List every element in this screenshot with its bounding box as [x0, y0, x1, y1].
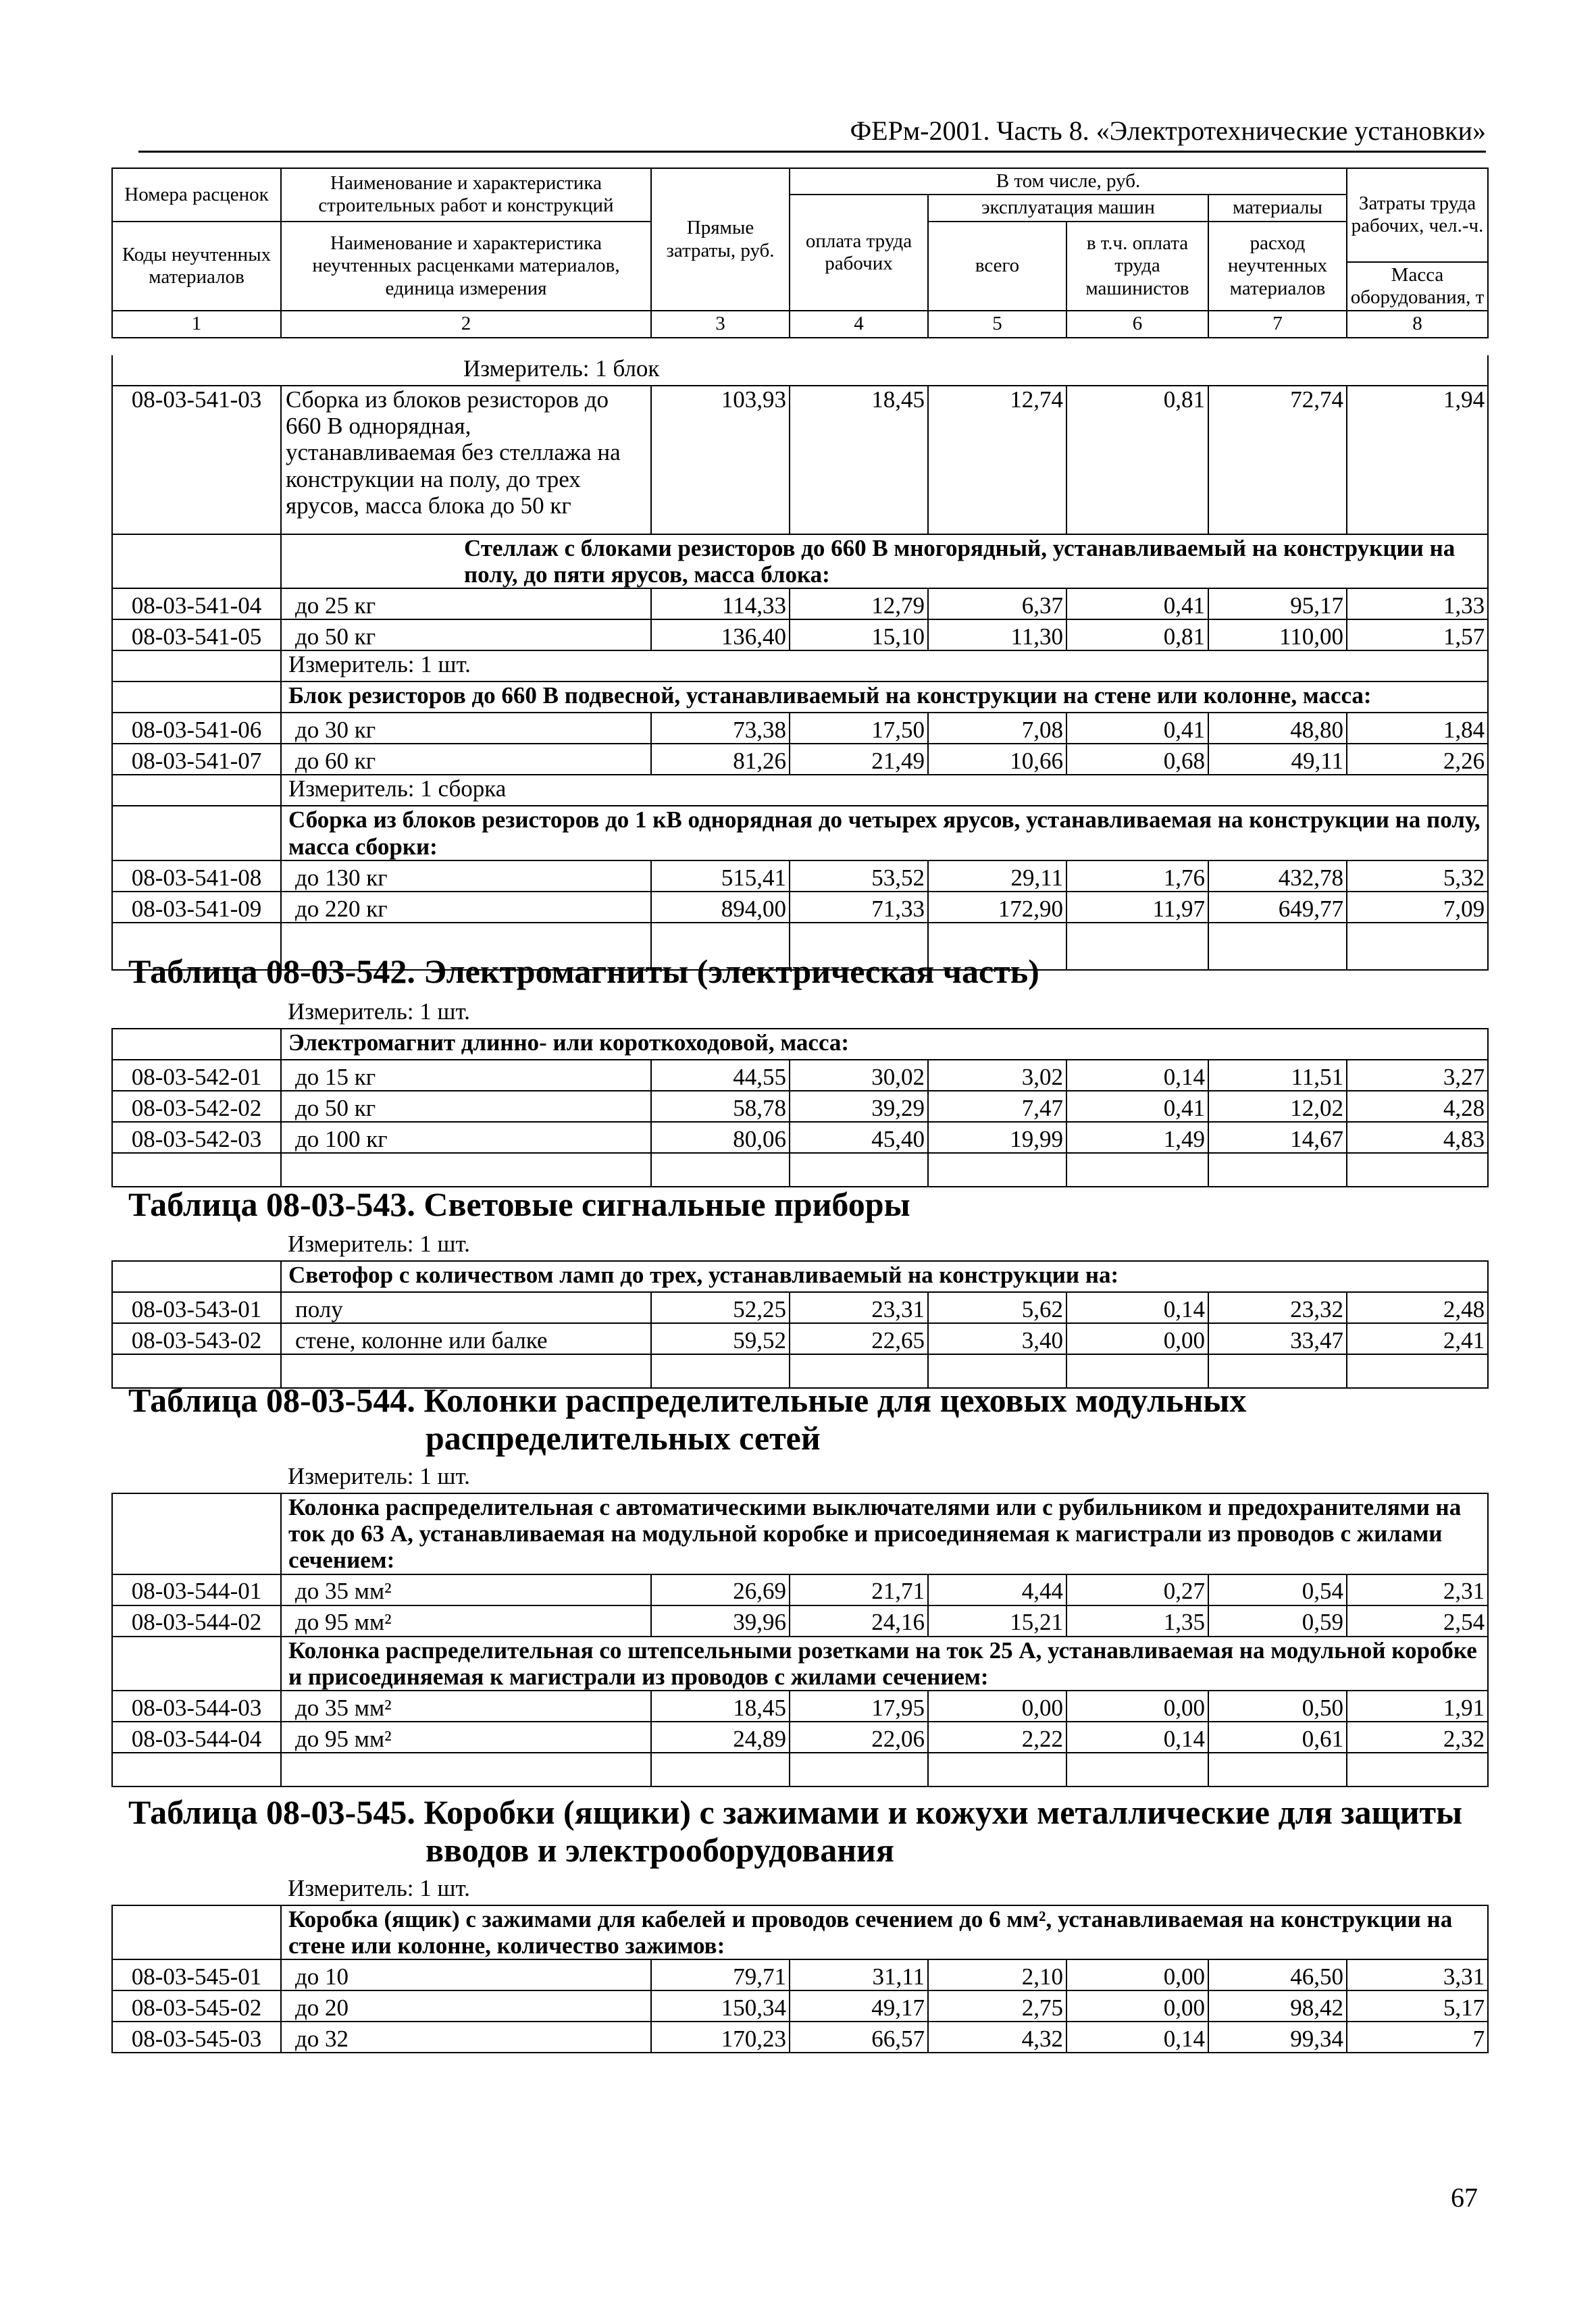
group-heading: Электромагнит длинно- или короткоходовой, масса:	[281, 1029, 1488, 1060]
group-heading: Коробка (ящик) с зажимами для кабелей и проводов сечением до 6 мм², устанавливаемая на конструкции на стене или колонне, количество зажимов:	[281, 1905, 1488, 1959]
cell-value: 23,32	[1208, 1292, 1347, 1323]
cell-value: 0,59	[1208, 1605, 1347, 1637]
rate-name: до 50 кг	[281, 619, 651, 650]
col-number: 3	[651, 311, 790, 337]
cell-value: 48,80	[1208, 713, 1347, 744]
rate-code: 08-03-544-01	[112, 1574, 281, 1605]
cell-value: 59,52	[651, 1323, 790, 1354]
page-number: 67	[1451, 2182, 1478, 2213]
cell-value: 150,34	[651, 1990, 790, 2022]
table-542-title: Таблица 08-03-542. Электромагниты (электрическая часть)	[128, 952, 1039, 990]
cell-value: 49,17	[790, 1990, 928, 2022]
rate-code: 08-03-544-03	[112, 1691, 281, 1722]
cell-value: 17,95	[790, 1691, 928, 1722]
cell-value: 1,91	[1347, 1691, 1488, 1722]
group-heading: Колонка распределительная с автоматическими выключателями или с рубильником и предохранителями на ток до 63 А, устанавливаемая на модульной коробке и присоединяемая к магистрали из проводов с жилами сечением:	[281, 1493, 1488, 1574]
rate-name: до 220 кг	[281, 892, 651, 923]
cell-value: 894,00	[651, 892, 790, 923]
cell-value: 1,76	[1066, 860, 1208, 892]
rate-name: до 35 мм²	[281, 1691, 651, 1722]
unit-label: Измеритель: 1 блок	[281, 355, 1488, 386]
materials-header: материалы	[1208, 195, 1347, 221]
cell-value: 2,48	[1347, 1292, 1488, 1323]
cell-value: 1,84	[1347, 713, 1488, 744]
cell-value: 19,99	[928, 1122, 1066, 1153]
cell-value: 0,61	[1208, 1722, 1347, 1753]
cell-value: 99,34	[1208, 2022, 1347, 2053]
table-544	[111, 1463, 1489, 1787]
cell-value: 3,31	[1347, 1959, 1488, 1990]
rate-name: до 10	[281, 1959, 651, 1990]
col8-top-header: Затраты труда рабочих, чел.-ч.	[1347, 168, 1488, 262]
cell-value: 0,14	[1066, 1292, 1208, 1323]
cell-value: 26,69	[651, 1574, 790, 1605]
cell-value: 0,27	[1066, 1574, 1208, 1605]
cell-value: 24,89	[651, 1722, 790, 1753]
table-543-title: Таблица 08-03-543. Световые сигнальные приборы	[128, 1185, 910, 1223]
cell-value: 31,11	[790, 1959, 928, 1990]
rate-code: 08-03-545-03	[112, 2022, 281, 2053]
cell-value: 45,40	[790, 1122, 928, 1153]
col2-bottom-header: Наименование и характеристика неучтенных расценками материалов, единица измерения	[281, 222, 651, 311]
cell-value: 0,50	[1208, 1691, 1347, 1722]
cell-value: 0,41	[1066, 1091, 1208, 1122]
cell-value: 21,49	[790, 744, 928, 775]
rate-name: полу	[281, 1292, 651, 1323]
col-number: 8	[1347, 311, 1488, 337]
table-543	[111, 1231, 1489, 1389]
rate-code: 08-03-543-02	[112, 1323, 281, 1354]
cell-value: 72,74	[1208, 386, 1347, 534]
cell-value: 0,14	[1066, 2022, 1208, 2053]
cell-value: 53,52	[790, 860, 928, 892]
cell-value: 30,02	[790, 1060, 928, 1091]
rate-name: до 100 кг	[281, 1122, 651, 1153]
cell-value: 12,74	[928, 386, 1066, 534]
group-heading: Светофор с количеством ламп до трех, устанавливаемый на конструкции на:	[281, 1261, 1488, 1292]
group-heading: Стеллаж с блоками резисторов до 660 В многорядный, устанавливаемый на конструкции на полу, до пяти ярусов, масса блока:	[281, 534, 1488, 588]
rate-code: 08-03-543-01	[112, 1292, 281, 1323]
col1-top-header: Номера расценок	[112, 168, 281, 222]
cell-value: 33,47	[1208, 1323, 1347, 1354]
cell-value: 98,42	[1208, 1990, 1347, 2022]
rate-code: 08-03-544-04	[112, 1722, 281, 1753]
cell-value: 15,10	[790, 619, 928, 650]
col5-header: всего	[928, 222, 1066, 311]
rate-name: до 60 кг	[281, 744, 651, 775]
cell-value: 114,33	[651, 588, 790, 619]
cell-value: 17,50	[790, 713, 928, 744]
cell-value: 5,17	[1347, 1990, 1488, 2022]
rate-code: 08-03-541-03	[112, 386, 281, 534]
cell-value: 3,40	[928, 1323, 1066, 1354]
cell-value: 4,44	[928, 1574, 1066, 1605]
cell-value: 1,94	[1347, 386, 1488, 534]
cell-value: 12,02	[1208, 1091, 1347, 1122]
cell-value: 29,11	[928, 860, 1066, 892]
cell-value: 0,00	[928, 1691, 1066, 1722]
cell-value: 4,28	[1347, 1091, 1488, 1122]
rate-name: до 35 мм²	[281, 1574, 651, 1605]
col-number: 2	[281, 311, 651, 337]
cell-value: 6,37	[928, 588, 1066, 619]
table-542	[111, 998, 1489, 1187]
cell-value: 0,81	[1066, 386, 1208, 534]
cell-value: 0,00	[1066, 1959, 1208, 1990]
table-545-title-line1: Таблица 08-03-545. Коробки (ящики) с зажимами и кожухи металлические для защиты	[128, 1793, 1463, 1831]
cell-value: 44,55	[651, 1060, 790, 1091]
col3-header: Прямые затраты, руб.	[651, 168, 790, 311]
col-number: 7	[1208, 311, 1347, 337]
cell-value: 2,31	[1347, 1574, 1488, 1605]
rate-name: Сборка из блоков резисторов до 660 В однорядная, устанавливаемая без стеллажа на конструкции на полу, до трех ярусов, масса блока до 50 кг	[281, 386, 651, 534]
cell-value: 23,31	[790, 1292, 928, 1323]
table-545	[111, 1875, 1489, 2053]
rate-code: 08-03-542-02	[112, 1091, 281, 1122]
cell-value: 0,00	[1066, 1990, 1208, 2022]
cell-value: 81,26	[651, 744, 790, 775]
table-545-title	[111, 1793, 1504, 1869]
column-header-table	[111, 168, 1489, 338]
table-541	[111, 355, 1489, 971]
cell-value: 0,81	[1066, 619, 1208, 650]
unit-label: Измеритель: 1 шт.	[288, 998, 470, 1025]
table-544-title-line1: Таблица 08-03-544. Колонки распределительные для цеховых модульных	[128, 1381, 1247, 1419]
cell-value: 4,83	[1347, 1122, 1488, 1153]
col7-header: расход неучтенных материалов	[1208, 222, 1347, 311]
cell-value: 39,29	[790, 1091, 928, 1122]
cell-value: 1,35	[1066, 1605, 1208, 1637]
rate-code: 08-03-542-01	[112, 1060, 281, 1091]
cell-value: 46,50	[1208, 1959, 1347, 1990]
cell-value: 3,27	[1347, 1060, 1488, 1091]
rate-name: до 32	[281, 2022, 651, 2053]
exploit-header: эксплуатация машин	[928, 195, 1208, 221]
cell-value: 5,32	[1347, 860, 1488, 892]
unit-label: Измеритель: 1 шт.	[288, 1463, 470, 1489]
cell-value: 52,25	[651, 1292, 790, 1323]
col-number: 6	[1066, 311, 1208, 337]
cell-value: 71,33	[790, 892, 928, 923]
cell-value: 0,00	[1066, 1691, 1208, 1722]
group-heading: Блок резисторов до 660 В подвесной, устанавливаемый на конструкции на стене или колонне, масса:	[281, 682, 1488, 713]
cell-value: 2,26	[1347, 744, 1488, 775]
col6-header: в т.ч. оплата труда машинистов	[1066, 222, 1208, 311]
rate-name: до 50 кг	[281, 1091, 651, 1122]
rate-name: стене, колонне или балке	[281, 1323, 651, 1354]
cell-value: 2,41	[1347, 1323, 1488, 1354]
cell-value: 0,68	[1066, 744, 1208, 775]
unit-label: Измеритель: 1 шт.	[288, 1875, 470, 1901]
rate-code: 08-03-544-02	[112, 1605, 281, 1637]
rate-name: до 95 мм²	[281, 1605, 651, 1637]
cell-value: 73,38	[651, 713, 790, 744]
rate-code: 08-03-541-04	[112, 588, 281, 619]
rate-code: 08-03-542-03	[112, 1122, 281, 1153]
table-545-title-line2: вводов и электрооборудования	[426, 1831, 894, 1869]
cell-value: 7	[1347, 2022, 1488, 2053]
unit-label: Измеритель: 1 шт.	[288, 1231, 470, 1257]
col-number: 4	[790, 311, 928, 337]
cell-value: 18,45	[651, 1691, 790, 1722]
cell-value: 11,51	[1208, 1060, 1347, 1091]
cell-value: 2,22	[928, 1722, 1066, 1753]
cell-value: 7,09	[1347, 892, 1488, 923]
col4-header: оплата труда рабочих	[790, 195, 928, 311]
cell-value: 1,49	[1066, 1122, 1208, 1153]
rate-code: 08-03-541-05	[112, 619, 281, 650]
cell-value: 0,14	[1066, 1722, 1208, 1753]
cell-value: 5,62	[928, 1292, 1066, 1323]
cell-value: 1,33	[1347, 588, 1488, 619]
cell-value: 2,75	[928, 1990, 1066, 2022]
cell-value: 103,93	[651, 386, 790, 534]
rate-name: до 30 кг	[281, 713, 651, 744]
cell-value: 1,57	[1347, 619, 1488, 650]
cell-value: 649,77	[1208, 892, 1347, 923]
cell-value: 80,06	[651, 1122, 790, 1153]
cell-value: 10,66	[928, 744, 1066, 775]
rate-name: до 15 кг	[281, 1060, 651, 1091]
cell-value: 0,00	[1066, 1323, 1208, 1354]
rate-code: 08-03-545-02	[112, 1990, 281, 2022]
cell-value: 110,00	[1208, 619, 1347, 650]
running-header: ФЕРм-2001. Часть 8. «Электротехнические установки»	[138, 115, 1486, 153]
cell-value: 7,08	[928, 713, 1066, 744]
cell-value: 0,41	[1066, 713, 1208, 744]
unit-label: Измеритель: 1 шт.	[281, 650, 1488, 682]
rate-name: до 25 кг	[281, 588, 651, 619]
cell-value: 58,78	[651, 1091, 790, 1122]
cell-value: 136,40	[651, 619, 790, 650]
cell-value: 14,67	[1208, 1122, 1347, 1153]
cell-value: 2,10	[928, 1959, 1066, 1990]
group-heading: Сборка из блоков резисторов до 1 кВ однорядная до четырех ярусов, устанавливаемая на конструкции на полу, масса сборки:	[281, 806, 1488, 860]
cell-value: 11,30	[928, 619, 1066, 650]
group-heading: Колонка распределительная со штепсельными розетками на ток 25 А, устанавливаемая на модульной коробке и присоединяемая к магистрали из проводов с жилами сечением:	[281, 1637, 1488, 1691]
group-header: В том числе, руб.	[790, 168, 1347, 195]
table-544-title-line2: распределительных сетей	[426, 1419, 821, 1457]
cell-value: 15,21	[928, 1605, 1066, 1637]
cell-value: 39,96	[651, 1605, 790, 1637]
cell-value: 0,14	[1066, 1060, 1208, 1091]
cell-value: 11,97	[1066, 892, 1208, 923]
col8-bottom-header: Масса оборудования, т	[1347, 262, 1488, 311]
cell-value: 49,11	[1208, 744, 1347, 775]
rate-code: 08-03-541-07	[112, 744, 281, 775]
rate-code: 08-03-541-06	[112, 713, 281, 744]
cell-value: 4,32	[928, 2022, 1066, 2053]
col1-bottom-header: Коды неучтенных материалов	[112, 222, 281, 311]
unit-label: Измеритель: 1 сборка	[281, 775, 1488, 806]
cell-value: 18,45	[790, 386, 928, 534]
cell-value: 12,79	[790, 588, 928, 619]
col-number: 1	[112, 311, 281, 337]
rate-name: до 130 кг	[281, 860, 651, 892]
rate-code: 08-03-541-09	[112, 892, 281, 923]
rate-code: 08-03-541-08	[112, 860, 281, 892]
cell-value: 3,02	[928, 1060, 1066, 1091]
cell-value: 0,54	[1208, 1574, 1347, 1605]
col-number: 5	[928, 311, 1066, 337]
cell-value: 172,90	[928, 892, 1066, 923]
rate-name: до 95 мм²	[281, 1722, 651, 1753]
rate-code: 08-03-545-01	[112, 1959, 281, 1990]
cell-value: 24,16	[790, 1605, 928, 1637]
cell-value: 21,71	[790, 1574, 928, 1605]
cell-value: 2,54	[1347, 1605, 1488, 1637]
rate-name: до 20	[281, 1990, 651, 2022]
cell-value: 22,65	[790, 1323, 928, 1354]
cell-value: 7,47	[928, 1091, 1066, 1122]
table-544-title	[111, 1381, 1504, 1457]
cell-value: 432,78	[1208, 860, 1347, 892]
cell-value: 0,41	[1066, 588, 1208, 619]
cell-value: 95,17	[1208, 588, 1347, 619]
cell-value: 2,32	[1347, 1722, 1488, 1753]
cell-value: 66,57	[790, 2022, 928, 2053]
cell-value: 170,23	[651, 2022, 790, 2053]
cell-value: 22,06	[790, 1722, 928, 1753]
cell-value: 79,71	[651, 1959, 790, 1990]
cell-value: 515,41	[651, 860, 790, 892]
col2-top-header: Наименование и характеристика строительных работ и конструкций	[281, 168, 651, 222]
